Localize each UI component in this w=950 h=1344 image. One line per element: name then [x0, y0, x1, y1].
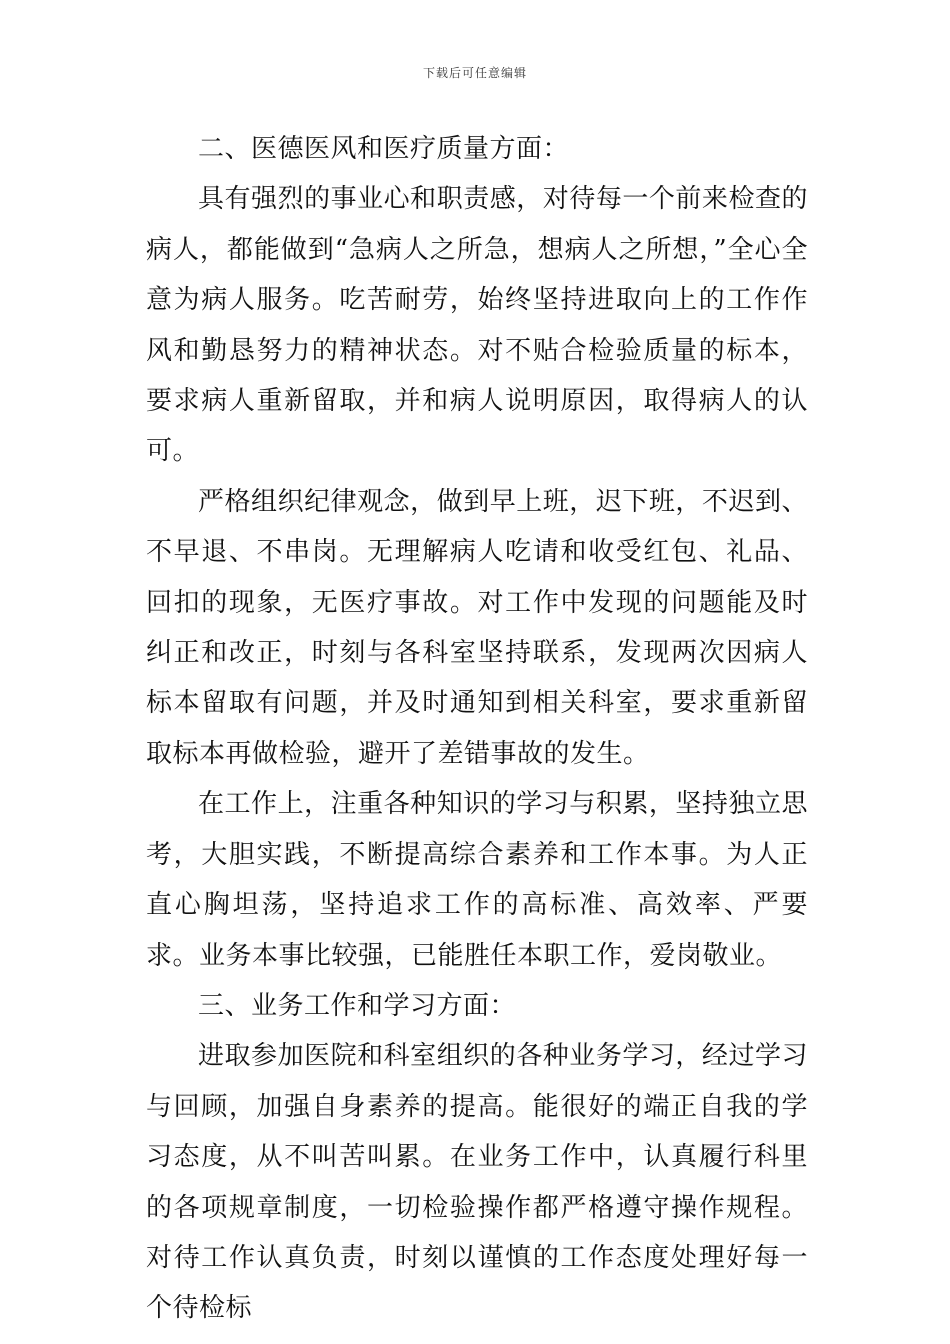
- paragraph-business-study: 进取参加医院和科室组织的各种业务学习，经过学习与回顾，加强自身素养的提高。能很好的端正自我的学习态度，从不叫苦叫累。在业务工作中，认真履行科里的各项规章制度，一切检验操作都严格遵守操作规程。对待工作认真负责，时刻以谨慎的工作态度处理好每一个待检标: [146, 1041, 808, 1324]
- section-heading-medical-ethics: 二、医德医风和医疗质量方面：: [198, 134, 570, 164]
- paragraph-discipline: 严格组织纪律观念，做到早上班，迟下班，不迟到、不早退、不串岗。无理解病人吃请和收受红包、礼品、回扣的现象，无医疗事故。对工作中发现的问题能及时纠正和改正，时刻与各科室坚持联系，发现两次因病人标本留取有问题，并及时通知到相关科室，要求重新留取标本再做检验，避开了差错事故的发生。: [146, 486, 808, 769]
- section-heading-business-study: 三、业务工作和学习方面：: [198, 990, 517, 1021]
- page-header: 下载后可任意编辑: [422, 66, 527, 80]
- paragraph-learning-at-work: 在工作上，注重各种知识的学习与积累，坚持独立思考，大胆实践，不断提高综合素养和工作本事。为人正直心胸坦荡，坚持追求工作的高标准、高效率、严要求。业务本事比较强，已能胜任本职工作，爱岗敬业。: [146, 789, 808, 971]
- document-body: [146, 124, 808, 1334]
- paragraph-sense-of-duty: 具有强烈的事业心和职责感，对待每一个前来检查的病人，都能做到“急病人之所急，想病人之所想，”全心全意为病人服务。吃苦耐劳，始终坚持进取向上的工作作风和勤恳努力的精神状态。对不贴合检验质量的标本，要求病人重新留取，并和病人说明原因，取得病人的认可。: [146, 184, 808, 467]
